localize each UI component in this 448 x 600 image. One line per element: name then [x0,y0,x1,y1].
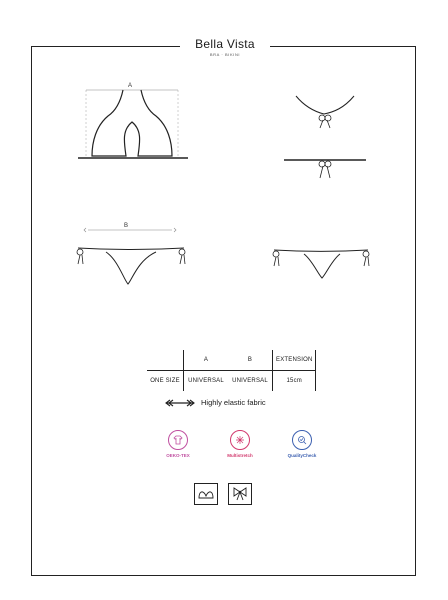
table-row-label: ONE SIZE [147,371,184,392]
elastic-fabric-note [165,398,266,407]
table-header-a: A [184,350,229,371]
stretch-icon [230,430,250,450]
table-cell-a: UNIVERSAL [184,371,229,392]
table-cell-b: UNIVERSAL [228,371,273,392]
bra-cups-icon [194,483,218,505]
table-cell-extension: 15cm [273,371,316,392]
stretch-arrows-icon [165,399,195,407]
dimension-b-label: B [124,223,129,229]
brand-subtitle: BRA · BIKINI [209,52,241,57]
certification-badges [158,430,322,458]
bikini-front-drawing [72,224,190,300]
bikini-back-drawing [268,244,374,290]
badge-multistretch-label: Multistretch [227,453,253,458]
bow-tie-icon [228,483,252,505]
table-header-extension: EXTENSION [273,350,316,371]
bra-back-drawing [282,96,368,186]
magnifier-check-icon [292,430,312,450]
table-header-b: B [247,357,253,363]
badge-oeko-tex [158,430,198,458]
badge-oeko-tex-label: OEKO-TEX [166,453,190,458]
badge-qualitycheck [282,430,322,458]
shirt-icon [168,430,188,450]
elastic-fabric-label: Highly elastic fabric [201,398,266,407]
bra-front-drawing [78,82,188,164]
brand-name: Bella Vista [195,37,255,51]
table-corner [147,350,184,371]
badge-qualitycheck-label: QualityCheck [287,453,317,458]
brand-logo [180,36,270,58]
size-table [147,350,316,391]
product-icons [194,483,252,505]
dimension-a-label: A [128,83,133,89]
badge-multistretch [220,430,260,458]
